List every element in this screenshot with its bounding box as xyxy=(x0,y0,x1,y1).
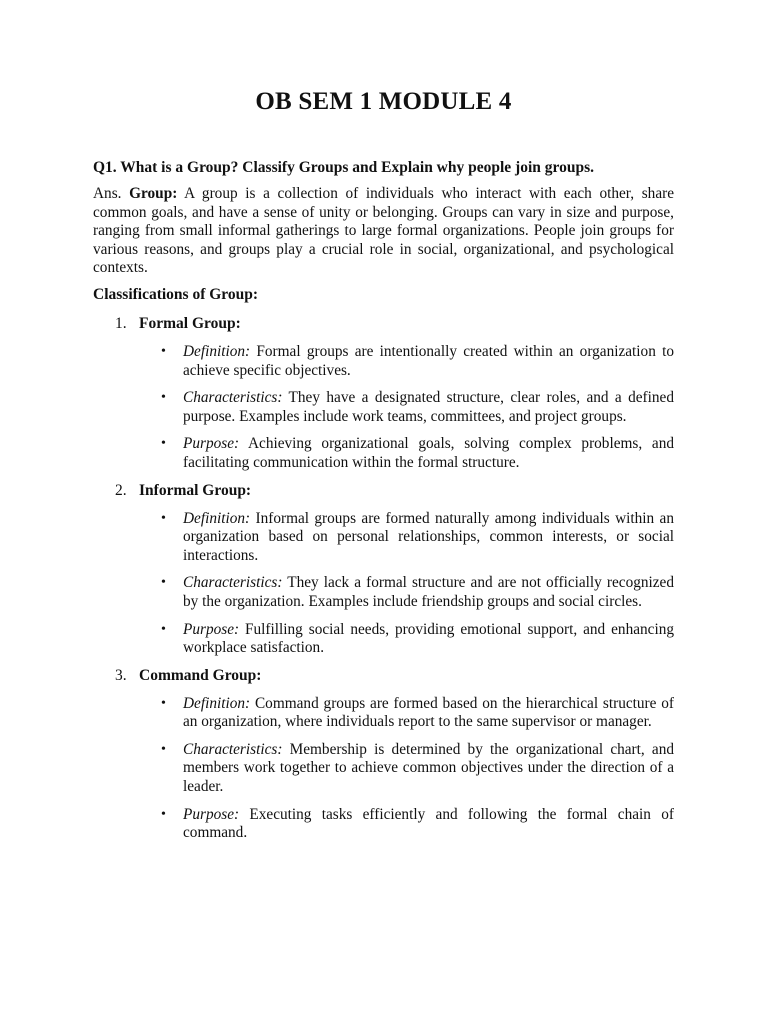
section-number: 2. xyxy=(115,481,127,499)
answer-paragraph xyxy=(93,185,674,278)
document-title: OB SEM 1 MODULE 4 xyxy=(255,88,512,115)
bullet-label: Characteristics: xyxy=(183,574,283,592)
section-informal-group xyxy=(93,482,674,658)
list-item xyxy=(93,741,674,797)
bullet-label: Purpose: xyxy=(183,435,240,453)
bullet-body: Achieving organizational goals, solving complex problems, and facilitating communication within the formal structure. xyxy=(183,435,674,471)
list-item xyxy=(93,695,674,732)
section-title: Informal Group: xyxy=(139,481,252,499)
bullet-list xyxy=(93,343,674,473)
question-heading: Q1. What is a Group? Classify Groups and Explain why people join groups. xyxy=(93,159,595,176)
bullet-text xyxy=(183,435,674,472)
list-item xyxy=(93,806,674,843)
section-title: Command Group: xyxy=(139,666,262,684)
bullet-icon: • xyxy=(161,510,166,526)
bullet-list xyxy=(93,695,674,843)
answer-prefix: Ans. xyxy=(93,185,130,202)
bullet-icon: • xyxy=(161,695,166,711)
bullet-body: Formal groups are intentionally created within an organization to achieve specific objectives. xyxy=(183,342,674,379)
bullet-text xyxy=(183,510,674,566)
bullet-icon: • xyxy=(161,390,166,406)
bullet-label: Definition: xyxy=(183,694,251,712)
bullet-label: Characteristics: xyxy=(183,740,283,758)
bullet-body: Fulfilling social needs, providing emotional support, and enhancing workplace satisfaction. xyxy=(183,620,674,657)
bullet-body: They have a designated structure, clear roles, and a defined purpose. Examples include work teams, committees, and project groups. xyxy=(183,389,674,425)
bullet-body: Informal groups are formed naturally among individuals within an organization based on personal relationships, common interests, or social interactions. xyxy=(183,509,674,564)
section-number: 3. xyxy=(115,666,127,684)
section-heading xyxy=(93,315,674,333)
bullet-body: They lack a formal structure and are not officially recognized by the organization. Examples include friendship groups and social circles. xyxy=(183,574,674,610)
bullet-list xyxy=(93,510,674,658)
bullet-icon: • xyxy=(161,343,166,359)
bullet-label: Definition: xyxy=(183,509,251,527)
bullet-label: Purpose: xyxy=(183,620,240,638)
list-item xyxy=(93,574,674,611)
bullet-text xyxy=(183,574,674,611)
bullet-text xyxy=(183,389,674,426)
classifications-heading: Classifications of Group: xyxy=(93,285,259,303)
answer-term: Group: xyxy=(129,185,178,202)
bullet-text xyxy=(183,806,674,843)
list-item xyxy=(93,343,674,380)
answer-text: A group is a collection of individuals who interact with each other, share common goals, and have a sense of unity or belonging. Groups can vary in size and purpose, ranging from small informal gatherings to large formal organizations. People join groups for various reasons, and groups play a crucial role in social, organizational, and psychological contexts. xyxy=(93,185,675,277)
list-item xyxy=(93,510,674,566)
bullet-label: Purpose: xyxy=(183,805,240,823)
section-heading xyxy=(93,482,674,500)
section-title: Formal Group: xyxy=(139,314,241,332)
section-command-group xyxy=(93,667,674,843)
bullet-icon: • xyxy=(161,621,166,637)
bullet-label: Characteristics: xyxy=(183,389,283,407)
bullet-body: Command groups are formed based on the hierarchical structure of an organization, where individuals report to the same supervisor or manager. xyxy=(183,694,674,731)
bullet-icon: • xyxy=(161,741,166,757)
section-heading xyxy=(93,667,674,685)
bullet-text xyxy=(183,741,674,797)
list-item xyxy=(93,389,674,426)
bullet-body: Membership is determined by the organizational chart, and members work together to achieve common objectives under the direction of a leader. xyxy=(183,740,674,796)
list-item xyxy=(93,435,674,472)
bullet-icon: • xyxy=(161,436,166,452)
list-item xyxy=(93,621,674,658)
bullet-body: Executing tasks efficiently and following the formal chain of command. xyxy=(183,805,674,842)
bullet-text xyxy=(183,621,674,658)
bullet-icon: • xyxy=(161,806,166,822)
bullet-text xyxy=(183,695,674,732)
bullet-label: Definition: xyxy=(183,342,251,360)
bullet-text xyxy=(183,343,674,380)
section-number: 1. xyxy=(115,314,127,332)
bullet-icon: • xyxy=(161,575,166,591)
section-formal-group xyxy=(93,315,674,473)
